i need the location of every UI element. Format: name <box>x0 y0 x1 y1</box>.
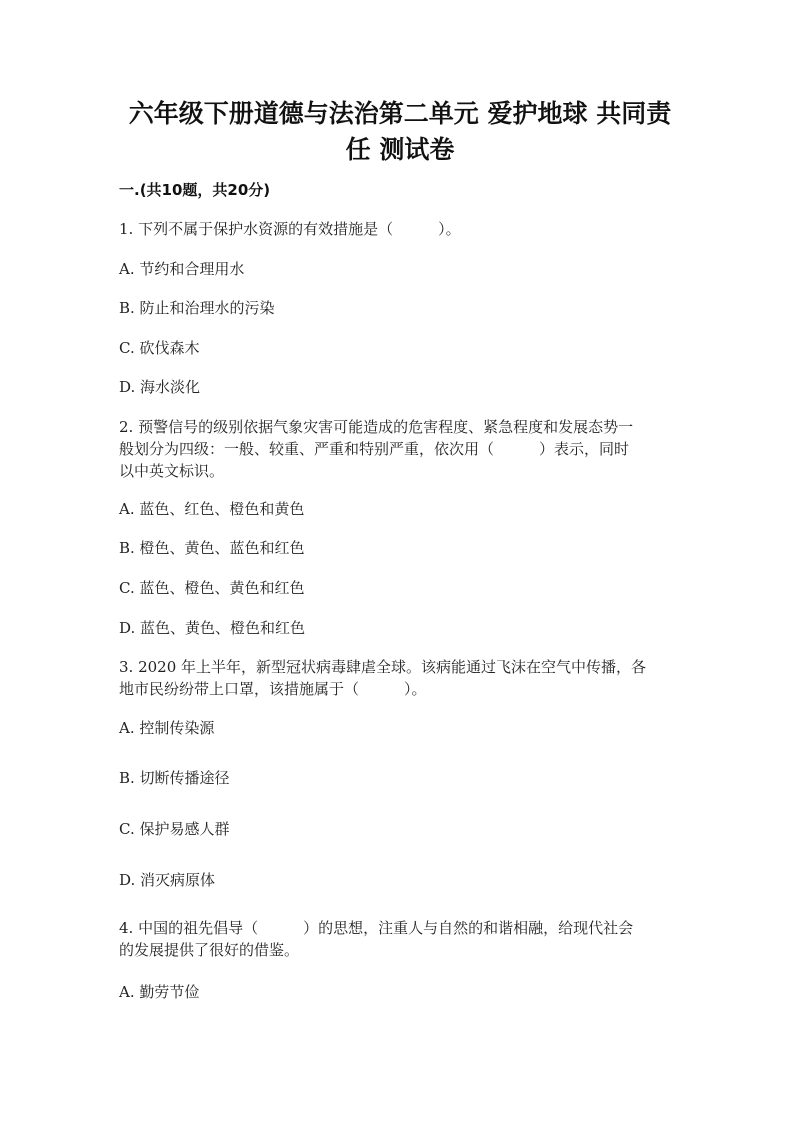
exam-title <box>110 96 690 168</box>
question-4-stem <box>119 917 684 961</box>
question-1-stem <box>119 218 684 240</box>
question-2-option-a: A. 蓝色、红色、橙色和黄色 <box>119 500 305 518</box>
question-stem-line: 2. 预警信号的级别依据气象灾害可能造成的危害程度、紧急程度和发展态势一 <box>119 418 634 436</box>
question-2-option-d: D. 蓝色、黄色、橙色和红色 <box>119 619 306 637</box>
question-2-stem <box>119 416 684 482</box>
question-stem-line: 3. 2020 年上半年，新型冠状病毒肆虐全球。该病能通过飞沫在空气中传播，各 <box>119 658 647 676</box>
question-3-option-a: A. 控制传染源 <box>119 719 215 737</box>
question-4-option-a: A. 勤劳节俭 <box>119 983 200 1001</box>
question-1-option-d: D. 海水淡化 <box>119 378 201 396</box>
question-1-option-a: A. 节约和合理用水 <box>119 260 245 278</box>
question-stem-line: 的发展提供了很好的借鉴。 <box>119 941 300 959</box>
exam-title-line-2: 任 测试卷 <box>345 135 455 164</box>
question-3-option-d: D. 消灭病原体 <box>119 871 216 889</box>
question-stem-line: 般划分为四级：一般、较重、严重和特别严重，依次用（ ）表示，同时 <box>119 440 630 458</box>
question-stem-line: 以中英文标识。 <box>119 462 225 480</box>
question-3-option-b: B. 切断传播途径 <box>119 769 230 787</box>
question-stem-line: 1. 下列不属于保护水资源的有效措施是（ ）。 <box>119 220 461 238</box>
question-1-option-c: C. 砍伐森木 <box>119 339 200 357</box>
exam-title-line-1: 六年级下册道德与法治第二单元 爱护地球 共同责 <box>128 99 672 128</box>
question-stem-line: 4. 中国的祖先倡导（ ）的思想，注重人与自然的和谐相融，给现代社会 <box>119 919 634 937</box>
question-1-option-b: B. 防止和治理水的污染 <box>119 299 275 317</box>
section-heading: 一.(共10题，共20分) <box>119 181 271 199</box>
question-3-option-c: C. 保护易感人群 <box>119 820 230 838</box>
question-3-stem <box>119 656 684 700</box>
question-2-option-c: C. 蓝色、橙色、黄色和红色 <box>119 579 305 597</box>
question-2-option-b: B. 橙色、黄色、蓝色和红色 <box>119 539 305 557</box>
question-stem-line: 地市民纷纷带上口罩，该措施属于（ ）。 <box>119 680 427 698</box>
